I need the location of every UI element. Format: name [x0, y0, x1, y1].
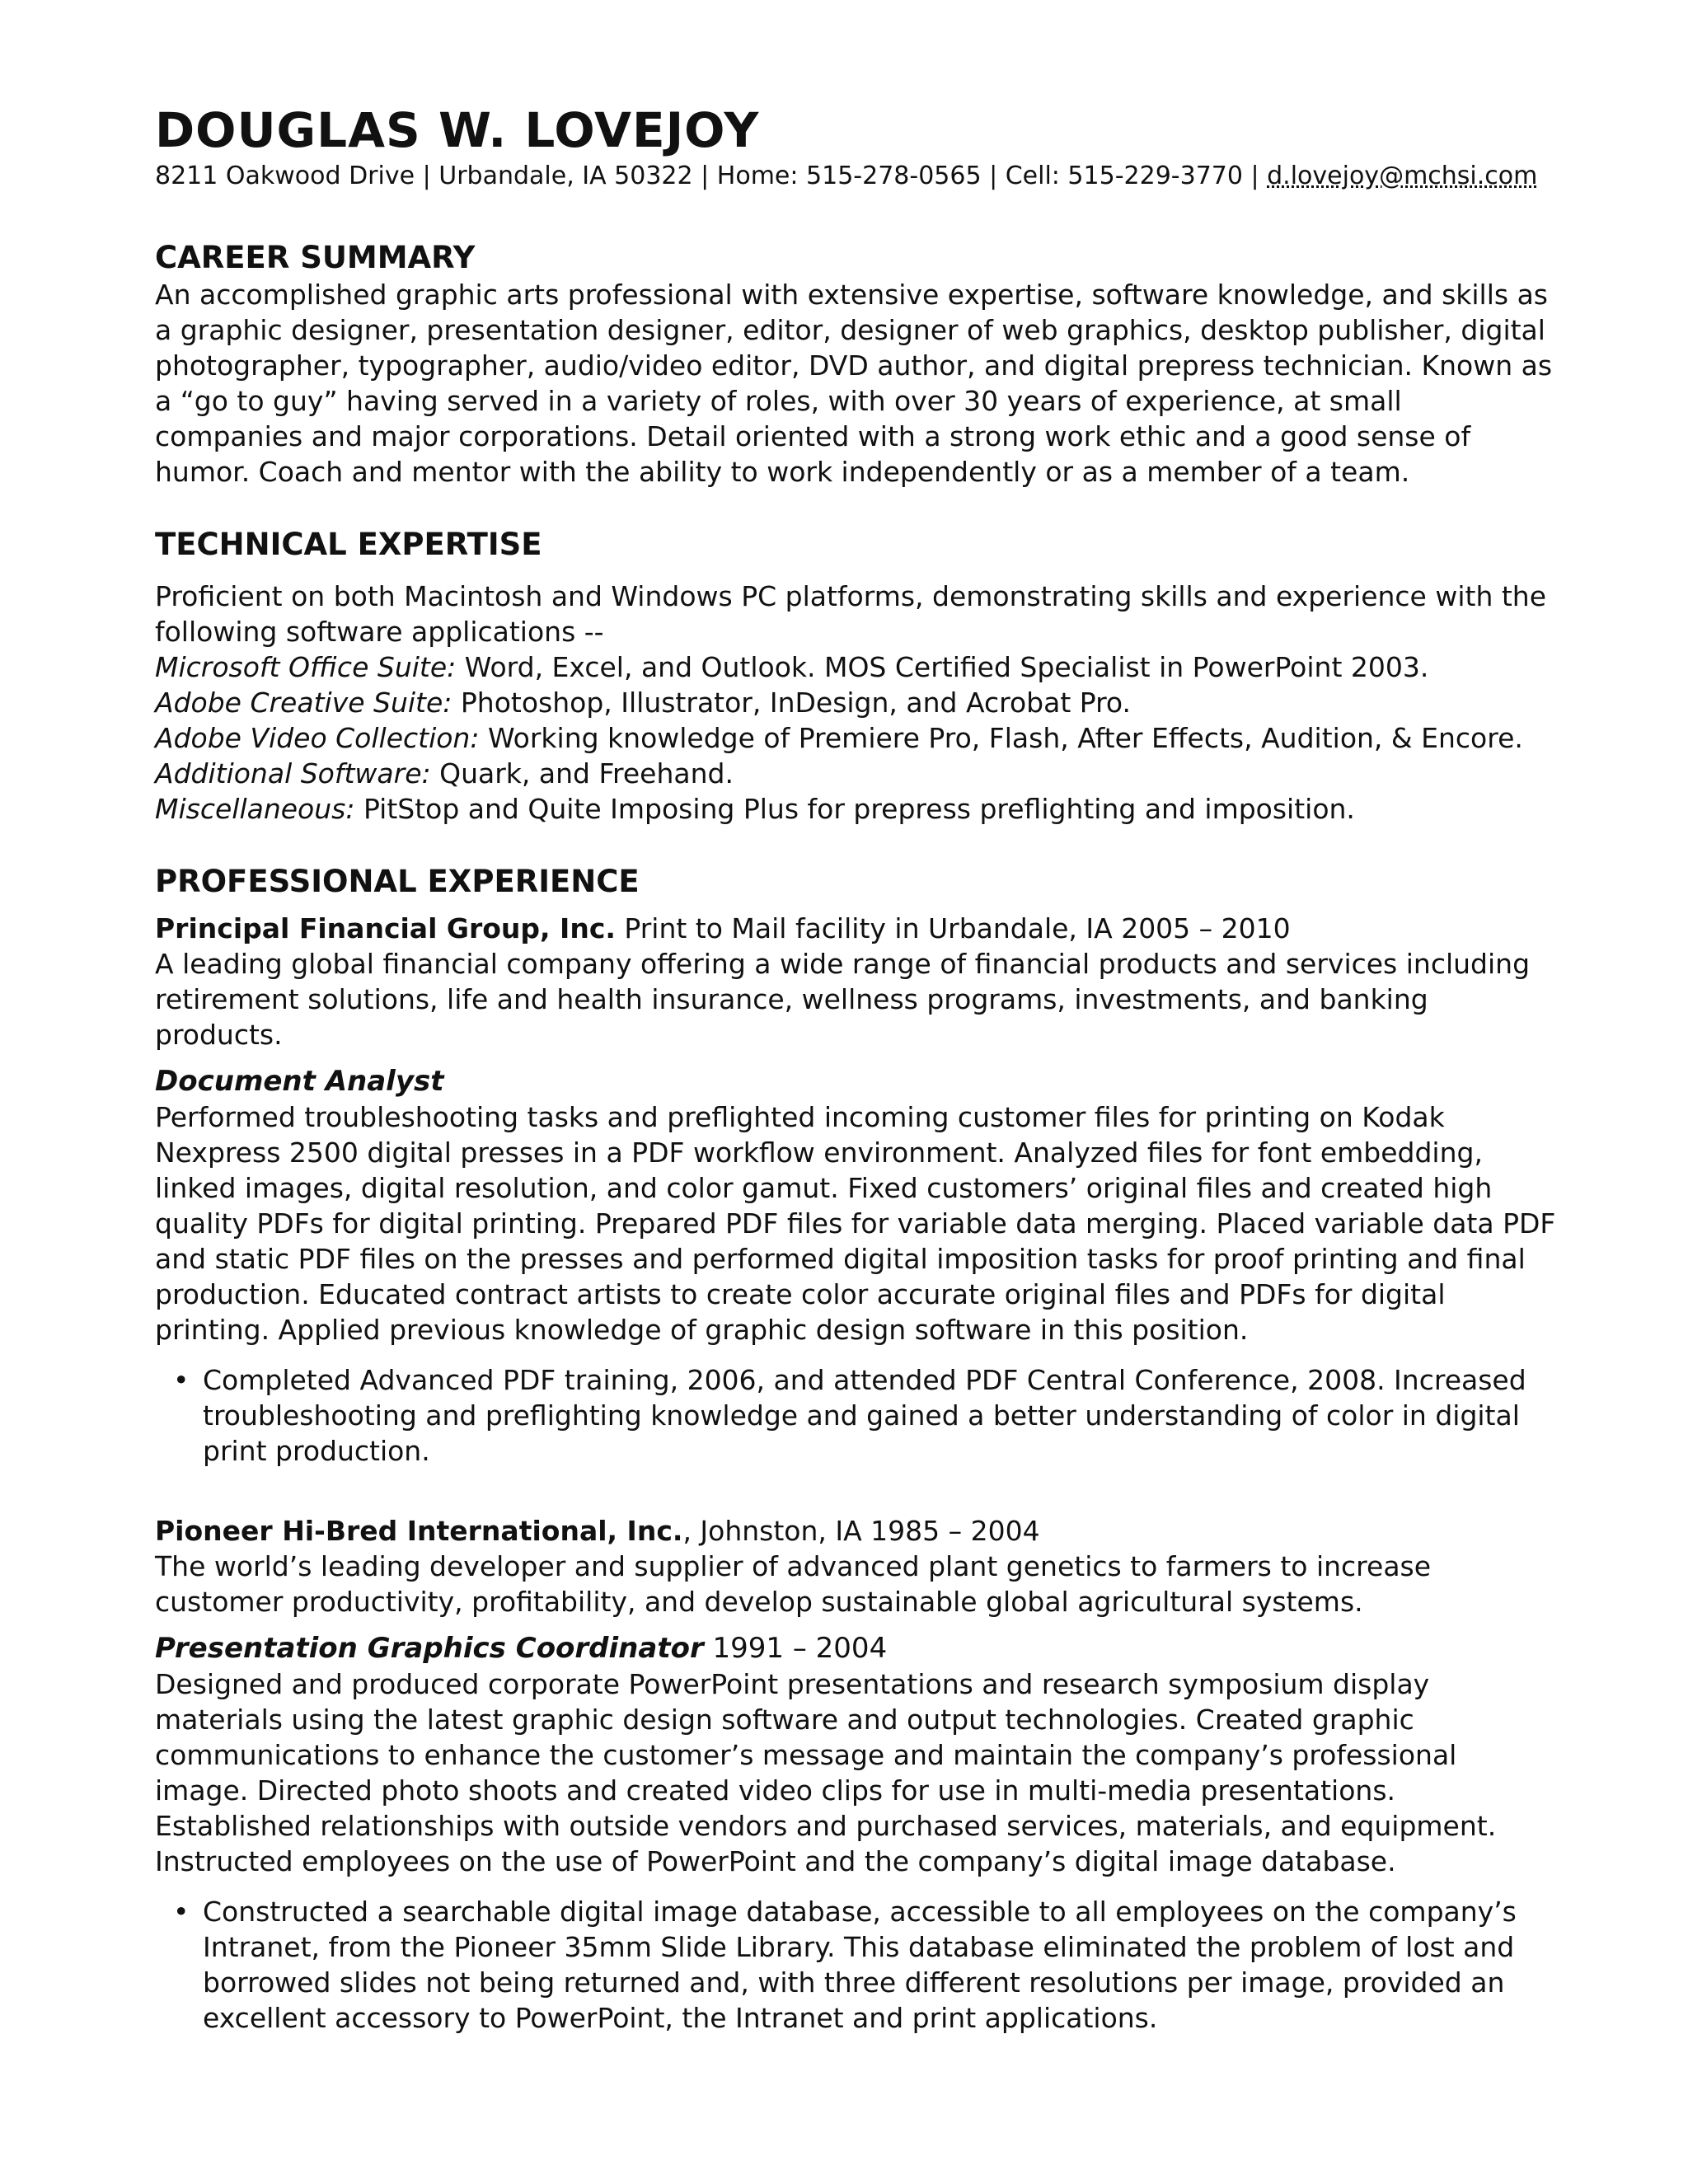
achievement-text: Constructed a searchable digital image database, accessible to all employees on the company’s Intranet, from the Pioneer 35mm Slide Library. This database eliminated the problem of lost and borrowed slides not being returned and, with three different resolutions per image, provided an excellent accessory to PowerPoint, the Intranet and print applications.: [203, 1896, 1517, 2034]
job-title-dates: 1991 – 2004: [703, 1632, 888, 1665]
career-summary-text: An accomplished graphic arts professional with extensive expertise, software knowledge, and skills as a graphic designer, presentation designer, editor, designer of web graphics, desktop publisher, digital photographer, typographer, audio/video editor, DVD author, and digital prepress technician. Known as a “go to guy” having served in a variety of roles, with over 30 years of experience, at small companies and major corporations. Detail oriented with a strong work ethic and a good sense of humor. Coach and mentor with the ability to work independently or as a member of a team.: [155, 279, 1553, 488]
software-items: Quark, and Freehand.: [430, 757, 734, 790]
software-line: [155, 649, 1556, 685]
software-items: Photoshop, Illustrator, InDesign, and Acrobat Pro.: [452, 687, 1132, 719]
software-line: [155, 791, 1556, 827]
resume-page: [155, 101, 1556, 2036]
job-title: Document Analyst: [155, 1065, 444, 1098]
contact-details: 8211 Oakwood Drive | Urbandale, IA 50322 | Home: 515-278-0565 | Cell: 515-229-3770 |: [155, 162, 1268, 190]
software-items: Word, Excel, and Outlook. MOS Certified Specialist in PowerPoint 2003.: [456, 651, 1429, 683]
achievement-item: [173, 1362, 1556, 1469]
company-details: , Johnston, IA 1985 – 2004: [682, 1515, 1040, 1547]
technical-intro: Proficient on both Macintosh and Windows PC platforms, demonstrating skills and experience with the following software applications --: [155, 580, 1547, 648]
career-summary-section: [155, 239, 1556, 490]
software-category: Adobe Creative Suite:: [155, 687, 452, 719]
software-line: [155, 685, 1556, 720]
job-entry: [155, 1513, 1556, 2036]
company-description: The world’s leading developer and supplier of advanced plant genetics to farmers to increase customer productivity, profitability, and develop sustainable global agricultural systems.: [155, 1550, 1432, 1618]
contact-line: [155, 160, 1556, 193]
software-category: Microsoft Office Suite:: [155, 651, 457, 683]
software-items: PitStop and Quite Imposing Plus for prepress preflighting and imposition.: [354, 793, 1355, 825]
achievement-list: [155, 1894, 1556, 2036]
technical-expertise-section: [155, 526, 1556, 827]
company-description: A leading global financial company offering a wide range of financial products and services including retirement solutions, life and health insurance, wellness programs, investments, and banking products.: [155, 948, 1531, 1051]
job-title: Presentation Graphics Coordinator: [155, 1632, 704, 1665]
achievement-text: Completed Advanced PDF training, 2006, and attended PDF Central Conference, 2008. Increased troubleshooting and preflighting knowledge and gained a better understanding of color in digital print production.: [203, 1364, 1526, 1467]
software-line: [155, 720, 1556, 756]
software-category: Additional Software:: [155, 757, 431, 790]
software-category: Miscellaneous:: [155, 793, 355, 825]
job-title-line: [155, 1064, 1556, 1099]
resume-name: DOUGLAS W. LOVEJOY: [155, 102, 760, 158]
company-name: Pioneer Hi-Bred International, Inc.: [155, 1515, 683, 1547]
achievement-list: [155, 1362, 1556, 1469]
technical-expertise-heading: TECHNICAL EXPERTISE: [155, 527, 542, 562]
company-details: Print to Mail facility in Urbandale, IA 2005 – 2010: [615, 912, 1291, 944]
company-name: Principal Financial Group, Inc.: [155, 912, 616, 944]
software-items: Working knowledge of Premiere Pro, Flash, After Effects, Audition, & Encore.: [479, 722, 1523, 754]
job-duties: Designed and produced corporate PowerPoint presentations and research symposium display materials using the latest graphic design software and output technologies. Created graphic communications to enhance the customer’s message and maintain the company’s professional image. Directed photo shoots and created video clips for use in multi-media presentations. Established relationships with outside vendors and purchased services, materials, and equipment. Instructed employees on the use of PowerPoint and the company’s digital image database.: [155, 1668, 1497, 1877]
job-entry: [155, 911, 1556, 1469]
software-category: Adobe Video Collection:: [155, 722, 480, 754]
company-line: [155, 911, 1556, 946]
job-duties: Performed troubleshooting tasks and preflighted incoming customer files for printing on Kodak Nexpress 2500 digital presses in a PDF workflow environment. Analyzed files for font embedding, linked images, digital resolution, and color gamut. Fixed customers’ original files and created high quality PDFs for digital printing. Prepared PDF files for variable data merging. Placed variable data PDF and static PDF files on the presses and performed digital imposition tasks for proof printing and final production. Educated contract artists to create color accurate original files and PDFs for digital printing. Applied previous knowledge of graphic design software in this position.: [155, 1101, 1556, 1346]
bullet-icon: •: [173, 1896, 190, 1928]
achievement-item: [173, 1894, 1556, 2036]
job-title-line: [155, 1631, 1556, 1666]
professional-experience-section: [155, 863, 1556, 2036]
company-line: [155, 1513, 1556, 1549]
email-link[interactable]: d.lovejoy@mchsi.com: [1267, 162, 1538, 190]
software-line: [155, 756, 1556, 791]
career-summary-heading: CAREER SUMMARY: [155, 240, 476, 275]
professional-experience-heading: PROFESSIONAL EXPERIENCE: [155, 864, 640, 899]
bullet-icon: •: [173, 1364, 190, 1396]
